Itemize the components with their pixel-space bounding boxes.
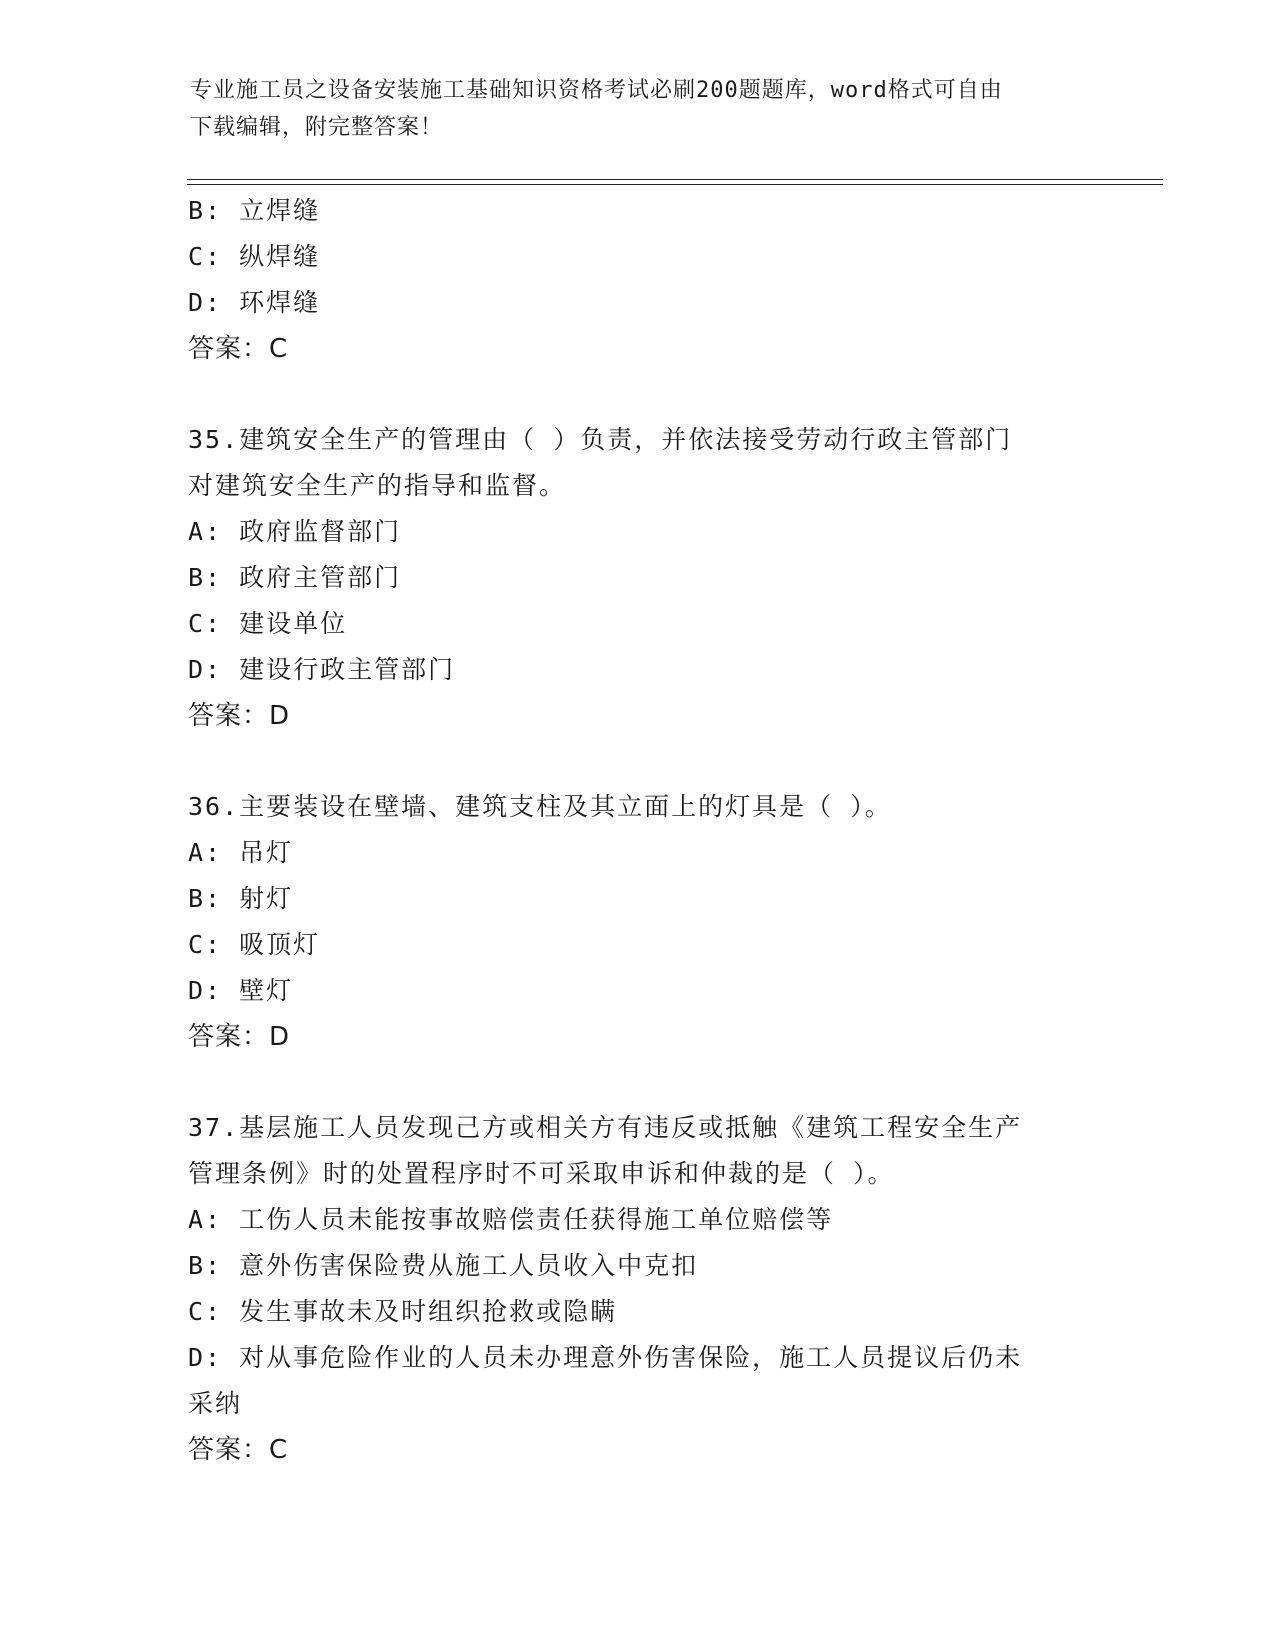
question-stem-line-1: 37.基层施工人员发现己方或相关方有违反或抵触《建筑工程安全生产	[188, 1113, 1023, 1142]
option-d: D: 建设行政主管部门	[188, 655, 456, 684]
answer: 答案：C	[188, 1435, 289, 1465]
option-d: D: 对从事危险作业的人员未办理意外伤害保险，施工人员提议后仍未	[188, 1343, 1023, 1372]
option-b: B: 射灯	[188, 884, 294, 913]
option-b: B: 政府主管部门	[188, 563, 402, 592]
question-34	[188, 188, 1088, 372]
question-stem-line-2: 对建筑安全生产的指导和监督。	[188, 471, 567, 500]
question-36	[188, 784, 1088, 1060]
option-a: A: 工伤人员未能按事故赔偿责任获得施工单位赔偿等	[188, 1205, 834, 1234]
option-d: D: 壁灯	[188, 976, 294, 1005]
header-line-2: 下载编辑，附完整答案！	[190, 115, 444, 140]
option-b: B: 意外伤害保险费从施工人员收入中克扣	[188, 1251, 699, 1280]
option-b: B: 立焊缝	[188, 196, 321, 225]
document-header	[190, 72, 1090, 146]
question-35	[188, 417, 1088, 739]
question-list	[188, 188, 1088, 1473]
header-divider-bottom	[187, 184, 1163, 185]
option-c: C: 吸顶灯	[188, 930, 321, 959]
question-stem-line-1: 36.主要装设在壁墙、建筑支柱及其立面上的灯具是（ ）。	[188, 792, 892, 821]
option-c: C: 发生事故未及时组织抢救或隐瞒	[188, 1297, 618, 1326]
answer: 答案：D	[188, 1022, 291, 1052]
question-stem-line-1: 35.建筑安全生产的管理由（ ）负责，并依法接受劳动行政主管部门	[188, 425, 1013, 454]
question-stem-line-2: 管理条例》时的处置程序时不可采取申诉和仲裁的是（ ）。	[188, 1159, 895, 1188]
option-d-continuation: 采纳	[188, 1389, 243, 1418]
answer: 答案：D	[188, 701, 291, 731]
answer: 答案：C	[188, 334, 289, 364]
option-c: C: 纵焊缝	[188, 242, 321, 271]
option-c: C: 建设单位	[188, 609, 348, 638]
option-a: A: 吊灯	[188, 838, 294, 867]
header-line-1: 专业施工员之设备安装施工基础知识资格考试必刷200题题库，word格式可自由	[190, 78, 1003, 103]
option-a: A: 政府监督部门	[188, 517, 402, 546]
option-d: D: 环焊缝	[188, 288, 321, 317]
header-divider-top	[187, 179, 1163, 180]
question-37	[188, 1105, 1088, 1473]
